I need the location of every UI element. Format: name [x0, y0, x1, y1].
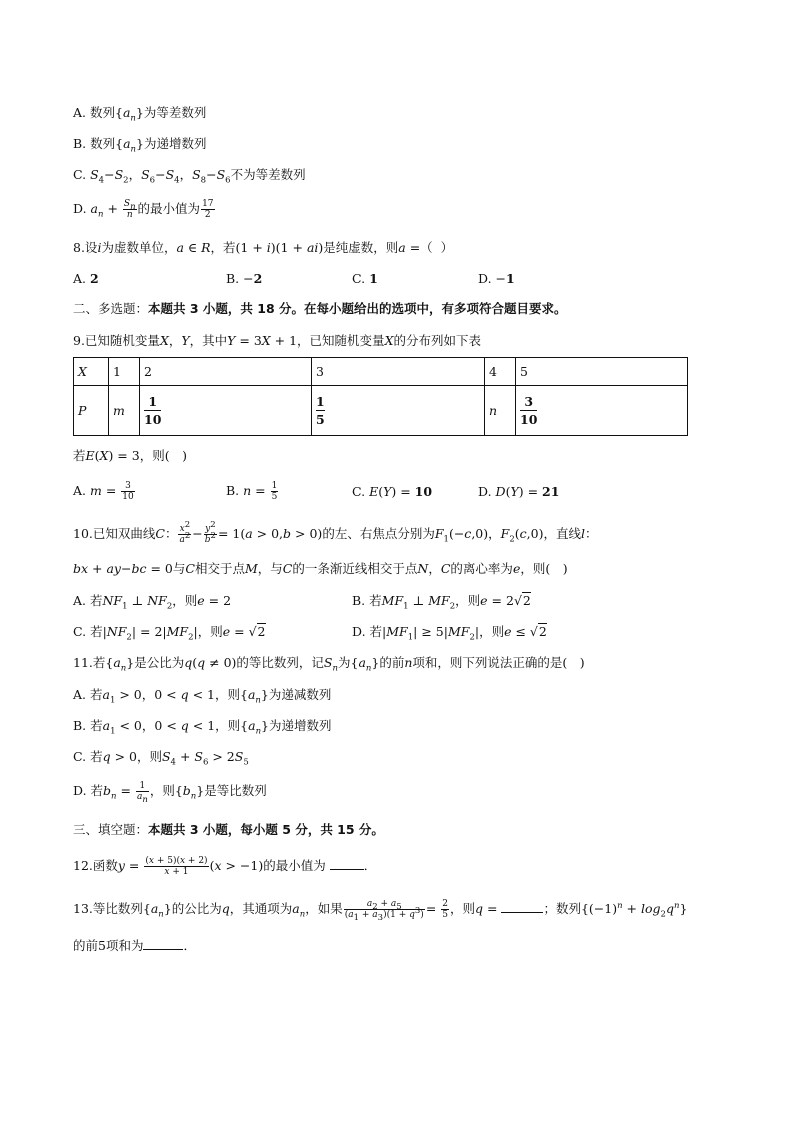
table-cell: $\frac{1}{10}$	[140, 386, 312, 436]
q9-option-b: B. n = $\frac{1}{5}$	[226, 481, 278, 502]
q10-option-d: D. 若$|MF_1| \ge 5|MF_2|$，则e ≤ √2	[352, 624, 547, 643]
q7-option-b: B. 数列$\{a_n\}$为递增数列	[73, 136, 207, 155]
q11-option-d: D. 若$b_n$ = $\frac{1}{a_n}$ ，则$\{b_n\}$是等比数列	[73, 781, 267, 805]
q9-condition: 若E(X) = 3，则( )	[73, 448, 187, 463]
table-cell: 5	[516, 358, 688, 386]
table-cell: $\frac{3}{10}$	[516, 386, 688, 436]
table-cell: 3	[312, 358, 485, 386]
table-cell: 2	[140, 358, 312, 386]
table-cell: $\frac{1}{5}$	[312, 386, 485, 436]
q11-option-b: B. 若$a_1 < 0$，0 < q < 1，则$\{a_n\}$为递增数列	[73, 718, 332, 737]
q10-stem-line1: 10.已知双曲线C： $\frac{x^2}{a^2}$ − $\frac{y^2}{b^2}$ = 1(a > 0,b > 0)的左、右焦点分别为$F_1(-c,0)$，$F_2(c,0)$，直线l：	[73, 520, 598, 545]
q9-option-d: D. D(Y) = 21	[478, 484, 560, 499]
q8-option-d: D. −1	[478, 271, 515, 286]
q13-stem-line1: 13.等比数列$\{a_n\}$的公比为q，其通项为$a_n$，如果 $\frac{a_2 + a_5}{(a_1 + a_3)(1 + q^3)}$ = $\frac{2}{5}$ ，则q = ；数列$\{(-1)^n + \log_2q^n\}$	[73, 899, 688, 923]
q7-option-a: A. 数列$\{a_n\}$为等差数列	[73, 105, 207, 124]
q8-option-c: C. 1	[352, 271, 378, 286]
q8-option-b: B. −2	[226, 271, 263, 286]
q7-option-c: C. $S_4-S_2$，$S_6-S_4$，$S_8-S_6$不为等差数列	[73, 167, 306, 186]
q10-option-a: A. 若$NF_1$ ⊥ $NF_2$，则e = 2	[73, 593, 232, 612]
table-cell: 1	[109, 358, 140, 386]
q8-option-a: A. 2	[73, 271, 99, 286]
q13-stem-line2: 的前5项和为 ．	[73, 938, 196, 953]
q9-option-c: C. E(Y) = 10	[352, 484, 433, 499]
q11-option-c: C. 若q > 0，则$S_4 + S_6 > 2S_5$	[73, 749, 249, 768]
q11-option-a: A. 若$a_1 > 0$，0 < q < 1，则$\{a_n\}$为递减数列	[73, 687, 332, 706]
q12-stem: 12.函数y = $\frac{(x + 5)(x + 2)}{x + 1}$ (x > −1)的最小值为 ．	[73, 856, 377, 877]
q8-stem: 8.设i为虚数单位，a ∈ R，若(1 + i)(1 + ai)是纯虚数，则a =（ ）	[73, 240, 454, 255]
table-cell: 4	[485, 358, 516, 386]
q9-stem: 9.已知随机变量X，Y，其中Y = 3X + 1，已知随机变量X的分布列如下表	[73, 333, 481, 348]
section-heading-fill-in: 三、填空题：本题共 3 小题，每小题 5 分，共 15 分。	[73, 822, 384, 837]
q10-stem-line2: bx + ay−bc = 0与C相交于点M，与C的一条渐近线相交于点N，C的离心率为e，则( )	[73, 561, 568, 576]
table-row	[74, 358, 688, 386]
q10-option-b: B. 若$MF_1$ ⊥ $MF_2$，则e = 2√2	[352, 593, 531, 612]
table-cell: m	[109, 386, 140, 436]
section-heading-multiple-choice: 二、多选题：本题共 3 小题，共 18 分。在每小题给出的选项中，有多项符合题目要求。	[73, 301, 567, 316]
table-cell: P	[74, 386, 109, 436]
table-row	[74, 386, 688, 436]
distribution-table	[73, 357, 688, 436]
table-cell: X	[74, 358, 109, 386]
q11-stem: 11.若$\{a_n\}$是公比为q(q ≠ 0)的等比数列，记$S_n$为$\{a_n\}$的前n项和，则下列说法正确的是( )	[73, 655, 585, 674]
q9-option-a: A. m = $\frac{3}{10}$	[73, 481, 134, 502]
table-cell: n	[485, 386, 516, 436]
q7-option-d: D. $a_n$ + $\frac{S_n}{n}$ 的最小值为 $\frac{17}{2}$	[73, 199, 214, 220]
q10-option-c: C. 若$|NF_2| = 2|MF_2|$，则e = √2	[73, 624, 266, 643]
